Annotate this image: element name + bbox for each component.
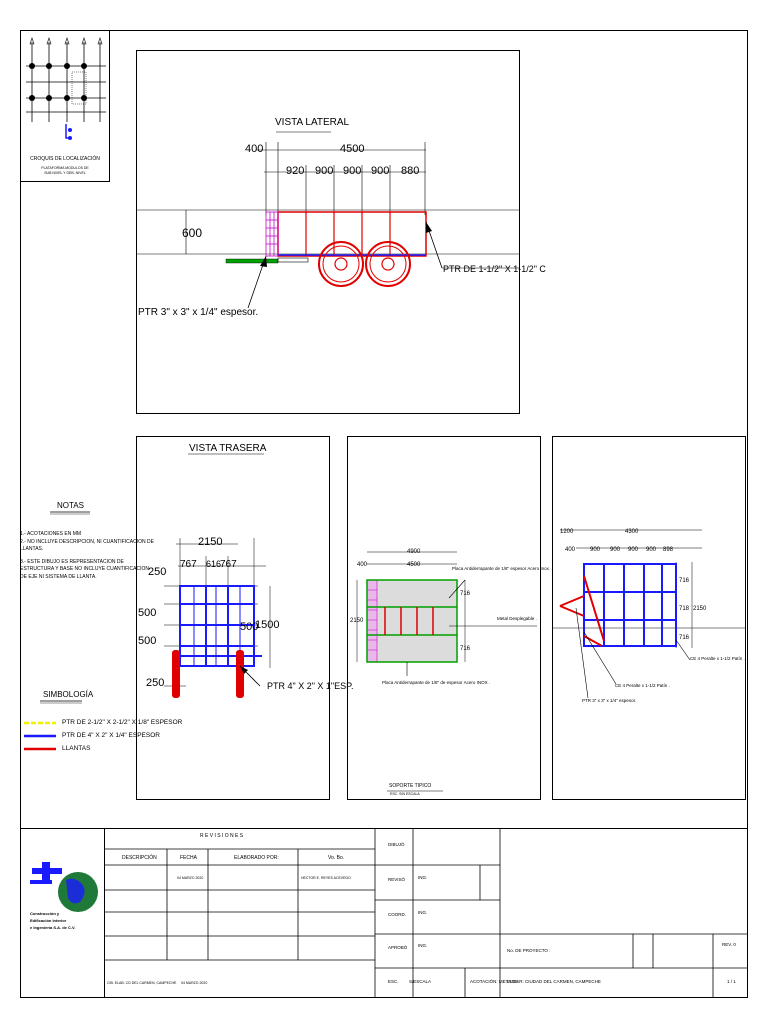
lateral-seg-5: 880 [401,165,420,177]
planta-dim-718: 718 [679,606,690,612]
simbologia-item-1: PTR DE 2-1/2" X 2-1/2" X 1/8" ESPESOR [62,719,183,726]
trasera-title: VISTA TRASERA [189,443,267,454]
col-vobo: Vo. Bo. [328,855,345,861]
planta-seg-5: 898 [663,547,674,553]
lateral-seg-4: 900 [371,165,390,177]
planta-dim-2150: 2150 [693,606,707,612]
soporte-dim-716b: 716 [460,646,471,652]
simbologia-item-3: LLANTAS [62,745,91,752]
soporte-dim-4500: 4500 [407,562,421,568]
logo-text-1: Construcción y [30,911,60,916]
hoja-label: 1 / 1 [727,979,736,984]
lateral-dim-400: 400 [245,143,264,155]
col-elaborado: ELABORADO POR: [234,855,279,861]
planta-dim-716b: 716 [679,635,690,641]
planta-callout-1: CE 4 Peralte x 1-1/2 Patín . [690,656,745,661]
lateral-title: VISTA LATERAL [275,117,350,128]
croquis-plan [22,32,108,150]
lugar-label: LUGAR: CIUDAD DEL CARMEN, CAMPECHE [507,979,601,984]
revisiones-grid [105,828,375,998]
row1-elaborado: HECTOR E. REYES ACEVEDO [301,876,351,880]
lateral-dim-600: 600 [182,226,203,240]
logo-text-2: Edificación Interior [30,918,67,923]
rev-label: REV. 0 [722,942,736,947]
planta-dim-716a: 716 [679,578,690,584]
trasera-dim-1500: 1500 [255,619,280,631]
planta-seg-1: 900 [590,547,601,553]
soporte-callout-bot: Placa Antiderrapante de 1/8" de espesor Acero INOX . [382,680,491,685]
planta-dim-400: 400 [565,547,576,553]
trasera-drawing [136,436,330,800]
footer-date: 04 MARZO 2020 [181,981,208,985]
reviso-value: ING. [418,875,428,880]
reviso-label: REVISÓ [388,877,406,882]
trasera-dim-250a: 250 [148,566,167,578]
aprobo-value: ING. [418,943,428,948]
notas-line-2: 2.- NO INCLUYE DESCRIPCION, NI CUANTIFICACION DE [20,539,154,545]
planta-seg-3: 900 [628,547,639,553]
esc-label: ESC. [388,979,399,984]
soporte-dim-400: 400 [357,562,368,568]
row1-fecha: 04 MARZO 2020 [177,876,204,880]
planta-seg-4: 900 [646,547,657,553]
simbologia-item-2: PTR DE 4" X 2" X 1/4" ESPESOR [62,732,160,739]
trasera-seg-2: 616 [206,559,222,569]
simbologia-swatches [24,718,60,754]
planta-seg-2: 900 [610,547,621,553]
trasera-seg-3: 767 [220,559,237,570]
col-descripcion: DESCRIPCIÓN [122,855,157,861]
revisiones-title: R E V I S I O N E S [200,833,244,839]
soporte-caption: SOPORTE TIPICO [389,783,432,789]
trasera-callout: PTR 4" X 2" X 1"ESP. [267,681,354,691]
trasera-dim-500b: 500 [240,621,259,633]
coord-value: ING. [418,910,428,915]
lateral-seg-3: 900 [343,165,362,177]
lateral-seg-1: 920 [286,165,305,177]
notas-line-5: ESTRUCTURA Y BASE NO INCLUYE CUANTIFICACION [20,566,150,572]
simbologia-title: SIMBOLOGÍA [43,690,94,699]
trasera-dim-500a: 500 [138,607,157,619]
notas-line-1: 1.- ACOTACIONES EN MM [20,531,82,537]
logo-text-3: e Ingeniería S.A. de C.V. [30,925,76,930]
proyecto-label: No. DE PROYECTO : [507,948,551,953]
planta-dim-1200: 1200 [560,529,574,535]
lateral-callout-right: PTR DE 1-1/2" X 1-1/2" C [443,264,546,274]
croquis-sub1: PLATAFORMA MODULOS DE [41,166,89,170]
lateral-callout-left: PTR 3" x 3" x 1/4" espesor. [138,307,259,318]
footer-left: CIB. ELAB. CD DEL CARMEN, CAMPECHE [107,981,177,985]
planta-dim-4300: 4300 [625,529,639,535]
simbologia-underline [40,700,82,704]
esc-value: S/ESCALA [409,979,432,984]
soporte-callout-top: Placa Antiderrapante de 1/8" espesor Acero Inox. . [452,566,553,571]
soporte-dim-2150: 2150 [350,618,364,624]
trasera-seg-1: 767 [180,559,197,570]
notas-line-6: DE EJE NI SISTEMA DE LLANTA. [20,574,97,580]
notas-title: NOTAS [57,501,84,510]
planta-callout-2: CE 4 Peralte x 1-1/2 Patín . [615,683,670,688]
croquis-title: CROQUIS DE LOCALIZACIÓN [30,156,100,162]
approvals-grid [375,828,748,998]
soporte-callout-mid: Metal Desplegable . [497,616,537,621]
lateral-seg-2: 900 [315,165,334,177]
croquis-sub2: SUB NIVEL Y DEB. NIVEL [44,171,86,175]
col-fecha: FECHA [180,855,197,861]
soporte-caption-scale: ESC. SIN ESCALA [390,792,420,796]
notas-line-3: LLANTAS. [20,546,44,552]
soporte-dim-4900: 4900 [407,549,421,555]
notas-underline [50,511,90,515]
coord-label: COORD. [388,912,406,917]
soporte-dim-716a: 716 [460,591,471,597]
planta-drawing [552,436,746,800]
trasera-dim-250b: 250 [146,677,165,689]
planta-callout-3: PTR 3" x 3" x 1/4" espesor. [582,698,637,703]
acotacion-label: ACOTACIÓN: METROS [470,979,519,984]
lateral-dim-4500: 4500 [340,143,365,155]
trasera-dim-500c: 500 [138,635,157,647]
notas-line-4: 3.- ESTE DIBUJO ES REPRESENTACION DE [20,559,124,565]
dibujo-label: DIBUJÓ [388,842,405,847]
aprobo-label: APROBÓ [388,945,408,950]
trasera-dim-2150: 2150 [198,536,223,548]
